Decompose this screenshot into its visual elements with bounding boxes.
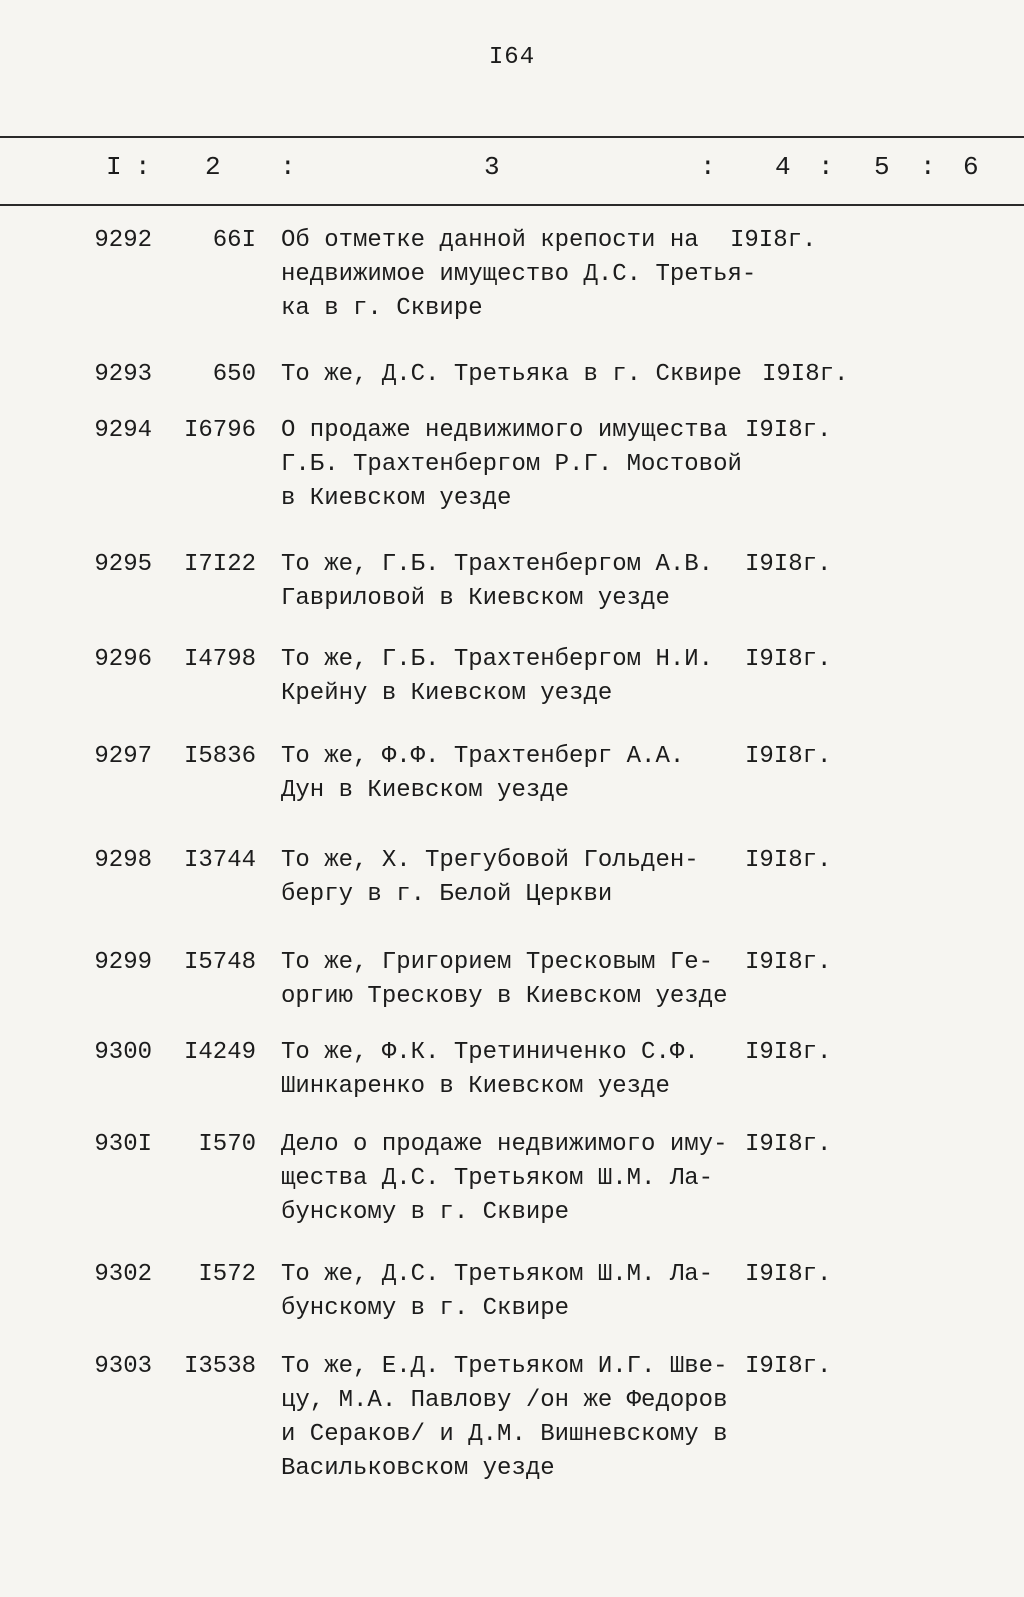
record-description	[281, 1350, 751, 1486]
record-description	[281, 358, 751, 392]
record-code: I3538	[183, 1353, 256, 1380]
record-description	[281, 1258, 751, 1326]
record-year: I9I8г.	[745, 1353, 832, 1380]
record-year: I9I8г.	[745, 1261, 832, 1288]
description-line: Г.Б. Трахтенбергом Р.Г. Мостовой	[281, 451, 742, 478]
description-line: Крейну в Киевском уезде	[281, 680, 613, 707]
column-header-2: 2	[205, 152, 221, 182]
description-line: Дело о продаже недвижимого иму-	[281, 1131, 728, 1158]
record-description	[281, 548, 751, 616]
description-line: цу, М.А. Павлову /он же Федоров	[281, 1387, 728, 1414]
record-description	[281, 1036, 751, 1104]
record-year: I9I8г.	[762, 361, 849, 388]
record-year: I9I8г.	[745, 1131, 832, 1158]
description-line: недвижимое имущество Д.С. Третья-	[281, 261, 757, 288]
record-year: I9I8г.	[745, 417, 832, 444]
record-description	[281, 740, 751, 808]
description-line: в Киевском уезде	[281, 485, 512, 512]
description-line: То же, Г.Б. Трахтенбергом А.В.	[281, 551, 714, 578]
record-code: I5836	[183, 743, 256, 770]
record-number: 9300	[94, 1039, 152, 1066]
column-header-3: 3	[484, 152, 500, 182]
description-line: То же, Д.С. Третьяка в г. Сквире	[281, 361, 742, 388]
column-header-6: 6	[963, 152, 979, 182]
description-line: То же, Х. Трегубовой Гольден-	[281, 847, 699, 874]
page-number: I64	[488, 44, 536, 71]
record-number: 9295	[94, 551, 152, 578]
description-line: бергу в г. Белой Церкви	[281, 881, 613, 908]
column-header-5: 5	[874, 152, 890, 182]
record-description	[281, 414, 751, 516]
record-description	[281, 946, 751, 1014]
column-separator: :	[920, 152, 936, 182]
record-year: I9I8г.	[745, 847, 832, 874]
description-line: Дун в Киевском уезде	[281, 777, 570, 804]
column-header-4: 4	[775, 152, 791, 182]
description-line: То же, Е.Д. Третьяком И.Г. Шве-	[281, 1353, 728, 1380]
description-line: Шинкаренко в Киевском уезде	[281, 1073, 670, 1100]
description-line: щества Д.С. Третьяком Ш.М. Ла-	[281, 1165, 714, 1192]
record-description	[281, 643, 751, 711]
record-year: I9I8г.	[730, 227, 817, 254]
column-separator: :	[280, 152, 296, 182]
record-number: 9296	[94, 646, 152, 673]
description-line: О продаже недвижимого имущества	[281, 417, 728, 444]
record-number: 9297	[94, 743, 152, 770]
record-number: 9293	[94, 361, 152, 388]
record-number: 9303	[94, 1353, 152, 1380]
description-line: То же, Ф.К. Третиниченко С.Ф.	[281, 1039, 699, 1066]
header-rule-top	[0, 136, 1024, 138]
record-description	[281, 844, 751, 912]
description-line: То же, Ф.Ф. Трахтенберг А.А.	[281, 743, 685, 770]
record-description	[281, 1128, 751, 1230]
description-line: Об отметке данной крепости на	[281, 227, 699, 254]
description-line: Васильковском уезде	[281, 1455, 555, 1482]
description-line: То же, Григорием Тресковым Ге-	[281, 949, 714, 976]
record-code: I570	[198, 1131, 256, 1158]
record-number: 930I	[94, 1131, 152, 1158]
description-line: То же, Д.С. Третьяком Ш.М. Ла-	[281, 1261, 714, 1288]
description-line: оргию Трескову в Киевском уезде	[281, 983, 728, 1010]
record-code: I4798	[183, 646, 256, 673]
record-code: I4249	[183, 1039, 256, 1066]
record-code: I3744	[183, 847, 256, 874]
record-code: I5748	[183, 949, 256, 976]
record-code: I6796	[183, 417, 256, 444]
column-separator: :	[135, 152, 151, 182]
record-year: I9I8г.	[745, 949, 832, 976]
record-number: 9302	[94, 1261, 152, 1288]
record-code: I572	[198, 1261, 256, 1288]
description-line: Гавриловой в Киевском уезде	[281, 585, 670, 612]
record-year: I9I8г.	[745, 551, 832, 578]
record-number: 9298	[94, 847, 152, 874]
description-line: ка в г. Сквире	[281, 295, 483, 322]
description-line: и Сераков/ и Д.М. Вишневскому в	[281, 1421, 728, 1448]
record-year: I9I8г.	[745, 1039, 832, 1066]
header-rule-bottom	[0, 204, 1024, 206]
column-separator: :	[818, 152, 834, 182]
record-number: 9299	[94, 949, 152, 976]
record-year: I9I8г.	[745, 743, 832, 770]
record-number: 9292	[94, 227, 152, 254]
column-header-1: I	[106, 152, 122, 182]
record-code: 650	[212, 361, 256, 388]
description-line: То же, Г.Б. Трахтенбергом Н.И.	[281, 646, 714, 673]
record-number: 9294	[94, 417, 152, 444]
record-year: I9I8г.	[745, 646, 832, 673]
record-code: I7I22	[183, 551, 256, 578]
column-separator: :	[700, 152, 716, 182]
record-code: 66I	[212, 227, 256, 254]
record-description	[281, 224, 757, 326]
description-line: бунскому в г. Сквире	[281, 1199, 570, 1226]
description-line: бунскому в г. Сквире	[281, 1295, 570, 1322]
